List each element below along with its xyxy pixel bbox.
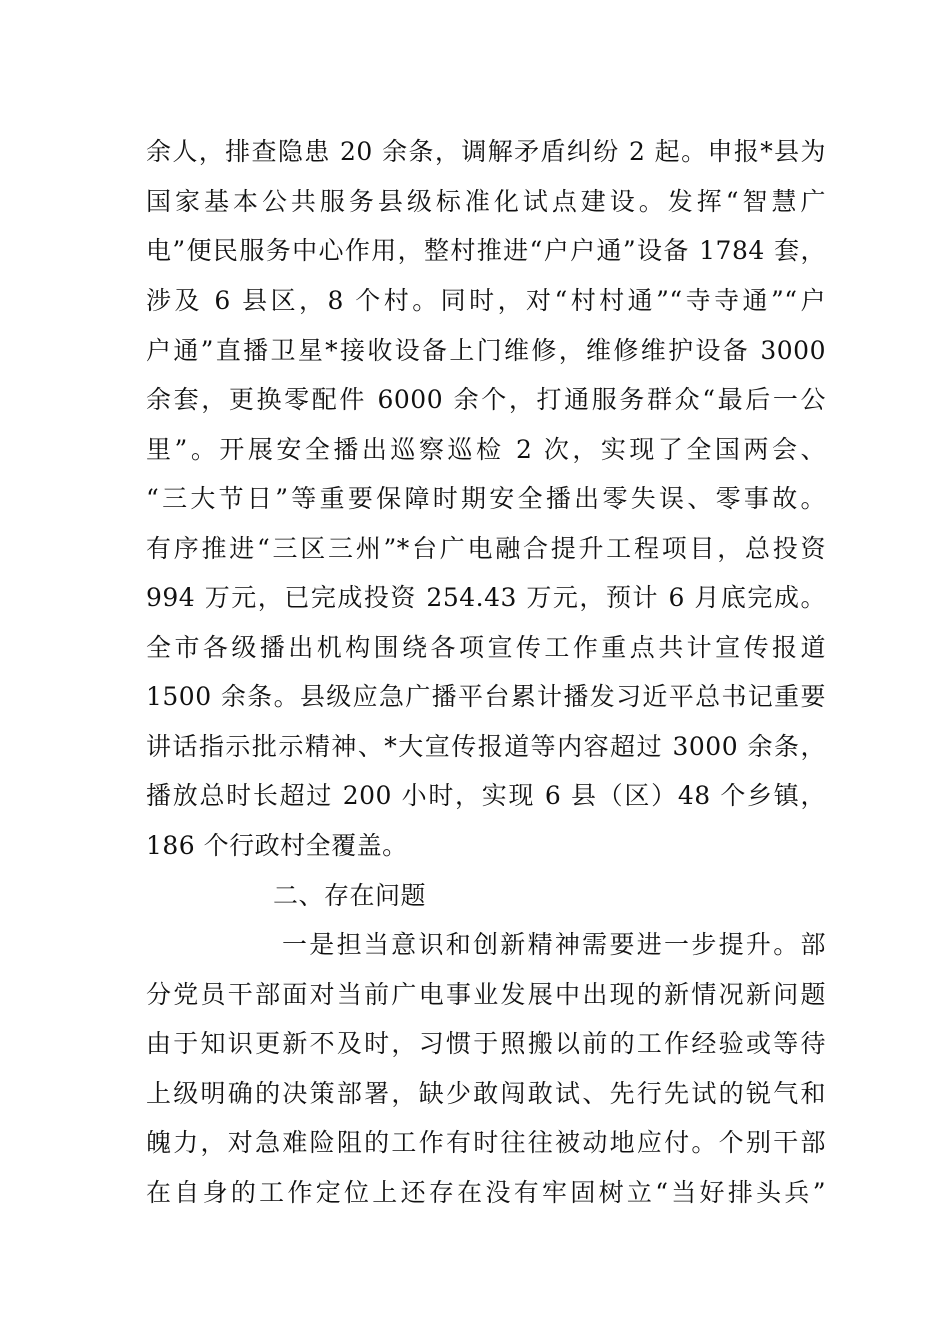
paragraph-line: 有序推进“三区三州”*台广电融合提升工程项目，总投资 <box>146 534 826 563</box>
paragraph-line: 186 个行政村全覆盖。 <box>146 831 408 860</box>
paragraph-line: 播放总时长超过 200 小时，实现 6 县（区）48 个乡镇， <box>146 781 826 810</box>
paragraph-line: 国家基本公共服务县级标准化试点建设。发挥“智慧广 <box>146 187 826 216</box>
section-paragraph-first-line: 一是担当意识和创新精神需要进一步提升。部 <box>282 930 826 959</box>
paragraph-line: 户通”直播卫星*接收设备上门维修，维修维护设备 3000 <box>146 336 826 365</box>
paragraph-line: 全市各级播出机构围绕各项宣传工作重点共计宣传报道 <box>146 633 826 662</box>
paragraph-line: 讲话指示批示精神、*大宣传报道等内容超过 3000 余条， <box>146 732 826 761</box>
section-paragraph-line: 分党员干部面对当前广电事业发展中出现的新情况新问题 <box>146 980 826 1009</box>
paragraph-line: 里”。开展安全播出巡察巡检 2 次，实现了全国两会、 <box>146 435 826 464</box>
section-paragraph-line: 在自身的工作定位上还存在没有牢固树立“当好排头兵” <box>146 1178 826 1207</box>
paragraph-line: 1500 余条。县级应急广播平台累计播发习近平总书记重要 <box>146 682 826 711</box>
section-heading: 二、存在问题 <box>273 881 427 910</box>
paragraph-line: 电”便民服务中心作用，整村推进“户户通”设备 1784 套， <box>146 236 826 265</box>
paragraph-line: 994 万元，已完成投资 254.43 万元，预计 6 月底完成。 <box>146 583 826 612</box>
section-paragraph-line: 上级明确的决策部署，缺少敢闯敢试、先行先试的锐气和 <box>146 1079 826 1108</box>
paragraph-line: 余人，排查隐患 20 余条，调解矛盾纠纷 2 起。申报*县为 <box>146 137 826 166</box>
paragraph-line: 涉及 6 县区，8 个村。同时，对“村村通”“寺寺通”“户 <box>146 286 826 315</box>
paragraph-line: 余套，更换零配件 6000 余个，打通服务群众“最后一公 <box>146 385 826 414</box>
paragraph-line: “三大节日”等重要保障时期安全播出零失误、零事故。 <box>146 484 826 513</box>
section-paragraph-line: 魄力，对急难险阻的工作有时往往被动地应付。个别干部 <box>146 1128 826 1157</box>
section-paragraph-line: 由于知识更新不及时，习惯于照搬以前的工作经验或等待 <box>146 1029 826 1058</box>
